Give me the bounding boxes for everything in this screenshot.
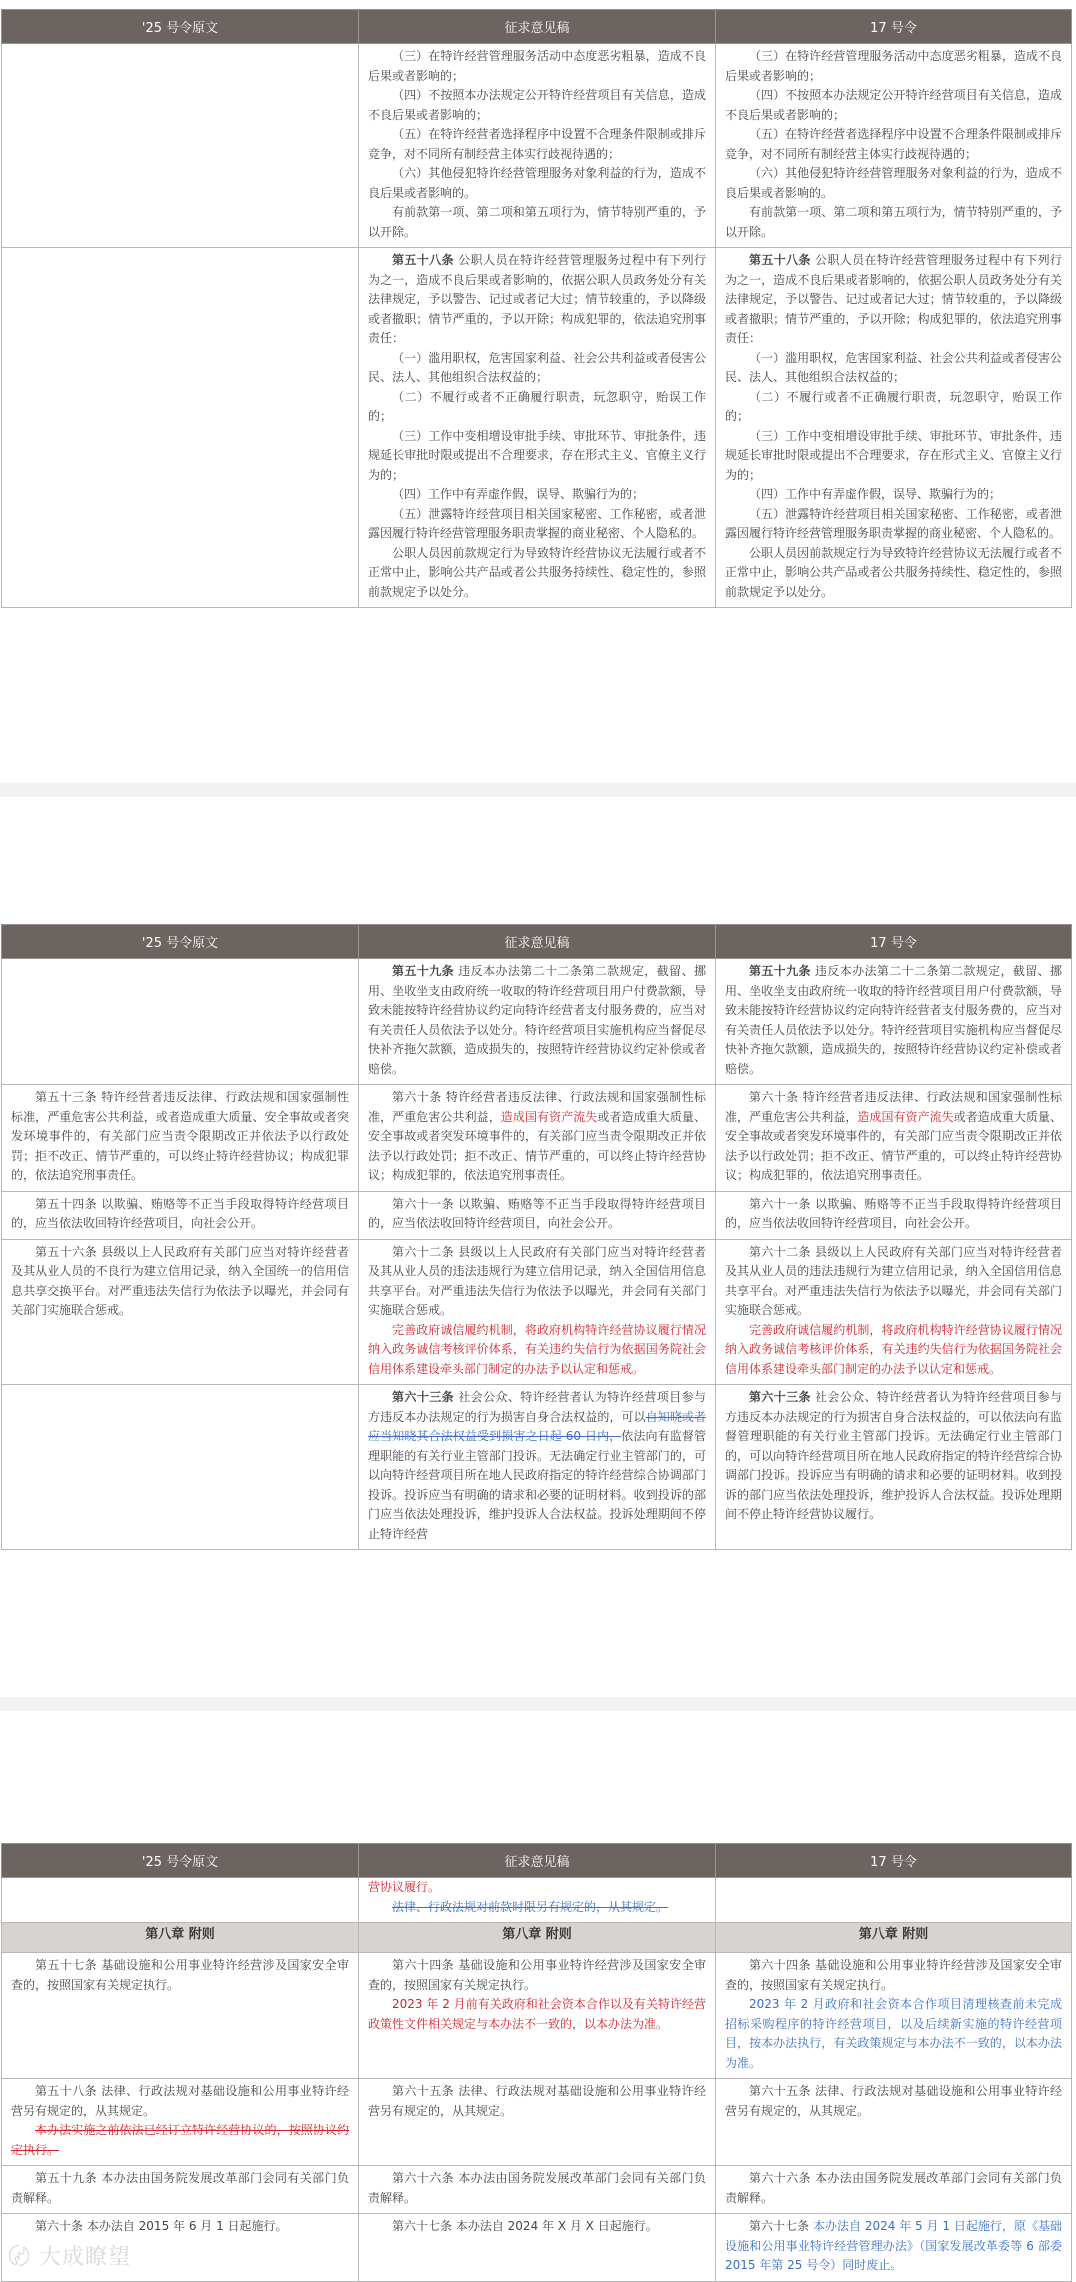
section-1 [0,9,1076,608]
cell-original: 第五十六条 县级以上人民政府有关部门应当对特许经营者及其从业人员的不良行为建立信用记录，纳入全国统一的信用信息共享交换平台。对严重违法失信行为依法予以曝光，并会同有关部门实施联合惩戒。 [2,1239,359,1385]
cell-original: 第五十七条 基础设施和公用事业特许经营涉及国家安全审查的，按照国家有关规定执行。 [2,1953,359,2079]
watermark-logo [8,2240,131,2271]
table-row [2,1191,1072,1239]
header-order-17: 17 号令 [716,1844,1072,1878]
cell-order-17: 第六十一条 以欺骗、贿赂等不正当手段取得特许经营项目的，应当依法收回特许经营项目，向社会公开。 [716,1191,1072,1239]
article-number: 第五十八条 [749,253,811,267]
header-original: '25 号令原文 [2,1844,359,1878]
cell-original [2,1385,359,1550]
header-row [2,1844,1072,1878]
cell-draft: 第五十八条 公职人员在特许经营管理服务过程中有下列行为之一，造成不良后果或者影响的，依据公职人员政务处分有关法律规定，予以警告、记过或者记大过；情节较重的，予以降级或者撤职；情节严重的，予以开除；构成犯罪的，依法追究刑事责任： （一）滥用职权，危害国家利益、社会公共利益或者侵害公民、法人、其他组织合法权益的； （二）不履行或者不正确履行职责，玩忽职守，贻误工作的； （三）工作中变相增设审批手续、审批环节、审批条件，违规延长审批时限或提出不合理要求，存在形式主义、官僚主义行为的； （四）工作中有弄虚作假，误导、欺骗行为的； （五）泄露特许经营项目相关国家秘密、工作秘密，或者泄露因履行特许经营管理服务职责掌握的商业秘密、个人隐私的。 公职人员因前款规定行为导致特许经营协议无法履行或者不正常中止，影响公共产品或者公共服务持续性、稳定性的，参照前款规定予以处分。 [359,248,716,608]
table-row [2,1385,1072,1550]
cell-order-17 [716,1878,1072,1923]
page-separator [0,1697,1076,1711]
cell-original [2,248,359,608]
table-row [2,1085,1072,1192]
cell-original [2,959,359,1085]
page-separator [0,783,1076,797]
comparison-table-2 [1,924,1072,1550]
table-row [2,44,1072,248]
chapter-row [2,1923,1072,1953]
cell-order-17: （三）在特许经营管理服务活动中态度恶劣粗暴，造成不良后果或者影响的； （四）不按照本办法规定公开特许经营项目有关信息，造成不良后果或者影响的； （五）在特许经营者选择程序中设置不合理条件限制或排斥竞争，对不同所有制经营主体实行歧视待遇的； （六）其他侵犯特许经营管理服务对象利益的行为，造成不良后果或者影响的。 有前款第一项、第二项和第五项行为，情节特别严重的，予以开除。 [716,44,1072,248]
cell-draft: 第六十条 特许经营者违反法律、行政法规和国家强制性标准，严重危害公共利益，造成国有资产流失或者造成重大质量、安全事故或者突发环境事件的，有关部门应当责令限期改正并依法予以行政处罚；拒不改正、情节严重的，可以终止特许经营协议；构成犯罪的，依法追究刑事责任。 [359,1085,716,1192]
header-order-17: 17 号令 [716,10,1072,44]
cell-original [2,44,359,248]
section-2 [0,924,1076,1550]
comparison-table-3 [1,1843,1072,2282]
cell-draft: 第六十七条 本办法自 2024 年 X 月 X 日起施行。 [359,2214,716,2282]
logo-icon: 〄 [8,2245,32,2270]
table-row [2,1953,1072,2079]
table-row [2,2079,1072,2166]
cell-order-17: 第六十六条 本办法由国务院发展改革部门会同有关部门负责解释。 [716,2166,1072,2214]
cell-order-17: 第五十八条 公职人员在特许经营管理服务过程中有下列行为之一，造成不良后果或者影响的，依据公职人员政务处分有关法律规定，予以警告、记过或者记大过；情节较重的，予以降级或者撤职；情节严重的，予以开除；构成犯罪的，依法追究刑事责任： （一）滥用职权，危害国家利益、社会公共利益或者侵害公民、法人、其他组织合法权益的； （二）不履行或者不正确履行职责，玩忽职守，贻误工作的； （三）工作中变相增设审批手续、审批环节、审批条件，违规延长审批时限或提出不合理要求，存在形式主义、官僚主义行为的； （四）工作中有弄虚作假，误导、欺骗行为的； （五）泄露特许经营项目相关国家秘密、工作秘密，或者泄露因履行特许经营管理服务职责掌握的商业秘密、个人隐私的。 公职人员因前款规定行为导致特许经营协议无法履行或者不正常中止，影响公共产品或者公共服务持续性、稳定性的，参照前款规定予以处分。 [716,248,1072,608]
cell-original: 第五十九条 本办法由国务院发展改革部门会同有关部门负责解释。 [2,2166,359,2214]
header-draft: 征求意见稿 [359,10,716,44]
cell-original: 第六十条 本办法自 2015 年 6 月 1 日起施行。 [2,2214,359,2282]
table-row [2,959,1072,1085]
header-original: '25 号令原文 [2,10,359,44]
cell-draft: 第五十九条 违反本办法第二十二条第二款规定，截留、挪用、坐收坐支由政府统一收取的特许经营项目用户付费款额，导致未能按特许经营协议约定向特许经营者支付服务费的，应当对有关责任人员依法予以处分。特许经营项目实施机构应当督促尽快补齐拖欠款额，造成损失的，按照特许经营协议约定补偿或者赔偿。 [359,959,716,1085]
cell-original: 第五十八条 法律、行政法规对基础设施和公用事业特许经营另有规定的，从其规定。 本办法实施之前依法已经订立特许经营协议的，按照协议约定执行。 [2,2079,359,2166]
header-order-17: 17 号令 [716,925,1072,959]
watermark-text: 大成瞭望 [39,2245,132,2270]
cell-order-17: 第六十四条 基础设施和公用事业特许经营涉及国家安全审查的，按照国家有关规定执行。 2023 年 2 月政府和社会资本合作项目清理核查前未完成招标采购程序的特许经营项目，以及后续新实施的特许经营项目，按本办法执行，有关政策规定与本办法不一致的，以本办法为准。 [716,1953,1072,2079]
header-draft: 征求意见稿 [359,1844,716,1878]
chapter-heading: 第八章 附则 [716,1923,1072,1953]
deleted-text: 法律、行政法规对前款时限另有规定的，从其规定。 [392,1899,669,1914]
deleted-text: 自知晓或者应当知晓其合法权益受到损害之日起 60 日内， [368,1409,706,1443]
cell-draft: 第六十五条 法律、行政法规对基础设施和公用事业特许经营另有规定的，从其规定。 [359,2079,716,2166]
cell-draft: 第六十四条 基础设施和公用事业特许经营涉及国家安全审查的，按照国家有关规定执行。 2023 年 2 月前有关政府和社会资本合作以及有关特许经营政策性文件相关规定与本办法不一致的，以本办法为准。 [359,1953,716,2079]
chapter-heading: 第八章 附则 [2,1923,359,1953]
comparison-table-1 [1,9,1072,608]
header-row [2,10,1072,44]
cell-draft: 第六十六条 本办法由国务院发展改革部门会同有关部门负责解释。 [359,2166,716,2214]
table-row [2,2166,1072,2214]
cell-draft: 第六十一条 以欺骗、贿赂等不正当手段取得特许经营项目的，应当依法收回特许经营项目，向社会公开。 [359,1191,716,1239]
cell-order-17: 第六十五条 法律、行政法规对基础设施和公用事业特许经营另有规定的，从其规定。 [716,2079,1072,2166]
table-row [2,1239,1072,1385]
cell-order-17: 第五十九条 违反本办法第二十二条第二款规定，截留、挪用、坐收坐支由政府统一收取的特许经营项目用户付费款额，导致未能按特许经营协议约定向特许经营者支付服务费的，应当对有关责任人员依法予以处分。特许经营项目实施机构应当督促尽快补齐拖欠款额，造成损失的，按照特许经营协议约定补偿或者赔偿。 [716,959,1072,1085]
cell-draft: 第六十二条 县级以上人民政府有关部门应当对特许经营者及其从业人员的违法违规行为建立信用记录，纳入全国信用信息共享平台。对严重违法失信行为依法予以曝光，并会同有关部门实施联合惩戒。 完善政府诚信履约机制，将政府机构特许经营协议履行情况纳入政务诚信考核评价体系，有关违约失信行为依据国务院社会信用体系建设牵头部门制定的办法予以认定和惩戒。 [359,1239,716,1385]
deleted-text: 本办法实施之前依法已经订立特许经营协议的，按照协议约定执行。 [11,2123,349,2157]
cell-draft: 营协议履行。 法律、行政法规对前款时限另有规定的，从其规定。 [359,1878,716,1923]
chapter-heading: 第八章 附则 [359,1923,716,1953]
table-row [2,1878,1072,1923]
header-original: '25 号令原文 [2,925,359,959]
section-3 [0,1843,1076,2282]
table-row [2,248,1072,608]
header-draft: 征求意见稿 [359,925,716,959]
cell-order-17: 第六十条 特许经营者违反法律、行政法规和国家强制性标准，严重危害公共利益，造成国有资产流失或者造成重大质量、安全事故或者突发环境事件的，有关部门应当责令限期改正并依法予以行政处罚；拒不改正、情节严重的，可以终止特许经营协议；构成犯罪的，依法追究刑事责任。 [716,1085,1072,1192]
cell-original: 第五十四条 以欺骗、贿赂等不正当手段取得特许经营项目的，应当依法收回特许经营项目，向社会公开。 [2,1191,359,1239]
cell-order-17: 第六十七条 本办法自 2024 年 5 月 1 日起施行，原《基础设施和公用事业特许经营管理办法》（国家发展改革委等 6 部委 2015 年第 25 号令）同时废止。 [716,2214,1072,2282]
article-number: 第五十八条 [392,253,455,267]
cell-original [2,1878,359,1923]
cell-draft: （三）在特许经营管理服务活动中态度恶劣粗暴，造成不良后果或者影响的； （四）不按照本办法规定公开特许经营项目有关信息，造成不良后果或者影响的； （五）在特许经营者选择程序中设置不合理条件限制或排斥竞争，对不同所有制经营主体实行歧视待遇的； （六）其他侵犯特许经营管理服务对象利益的行为，造成不良后果或者影响的。 有前款第一项、第二项和第五项行为，情节特别严重的，予以开除。 [359,44,716,248]
cell-order-17: 第六十三条 社会公众、特许经营者认为特许经营项目参与方违反本办法规定的行为损害自身合法权益的，可以依法向有监督管理职能的有关行业主管部门投诉。无法确定行业主管部门的，可以向特许经营项目所在地人民政府指定的特许经营综合协调部门投诉。投诉应当有明确的请求和必要的证明材料。收到投诉的部门应当依法处理投诉，维护投诉人合法权益。投诉处理期间不停止特许经营协议履行。 [716,1385,1072,1550]
cell-draft: 第六十三条 社会公众、特许经营者认为特许经营项目参与方违反本办法规定的行为损害自身合法权益的，可以自知晓或者应当知晓其合法权益受到损害之日起 60 日内，依法向有监督管理职能的有关行业主管部门投诉。无法确定行业主管部门的，可以向特许经营项目所在地人民政府指定的特许经营综合协调部门投诉。投诉应当有明确的请求和必要的证明材料。收到投诉的部门应当依法处理投诉，维护投诉人合法权益。投诉处理期间不停止特许经营 [359,1385,716,1550]
cell-original: 第五十三条 特许经营者违反法律、行政法规和国家强制性标准，严重危害公共利益，或者造成重大质量、安全事故或者突发环境事件的，有关部门应当责令限期改正并依法予以行政处罚；拒不改正、情节严重的，可以终止特许经营协议；构成犯罪的，依法追究刑事责任。 [2,1085,359,1192]
cell-order-17: 第六十二条 县级以上人民政府有关部门应当对特许经营者及其从业人员的违法违规行为建立信用记录，纳入全国信用信息共享平台。对严重违法失信行为依法予以曝光，并会同有关部门实施联合惩戒。 完善政府诚信履约机制，将政府机构特许经营协议履行情况纳入政务诚信考核评价体系，有关违约失信行为依据国务院社会信用体系建设牵头部门制定的办法予以认定和惩戒。 [716,1239,1072,1385]
header-row [2,925,1072,959]
